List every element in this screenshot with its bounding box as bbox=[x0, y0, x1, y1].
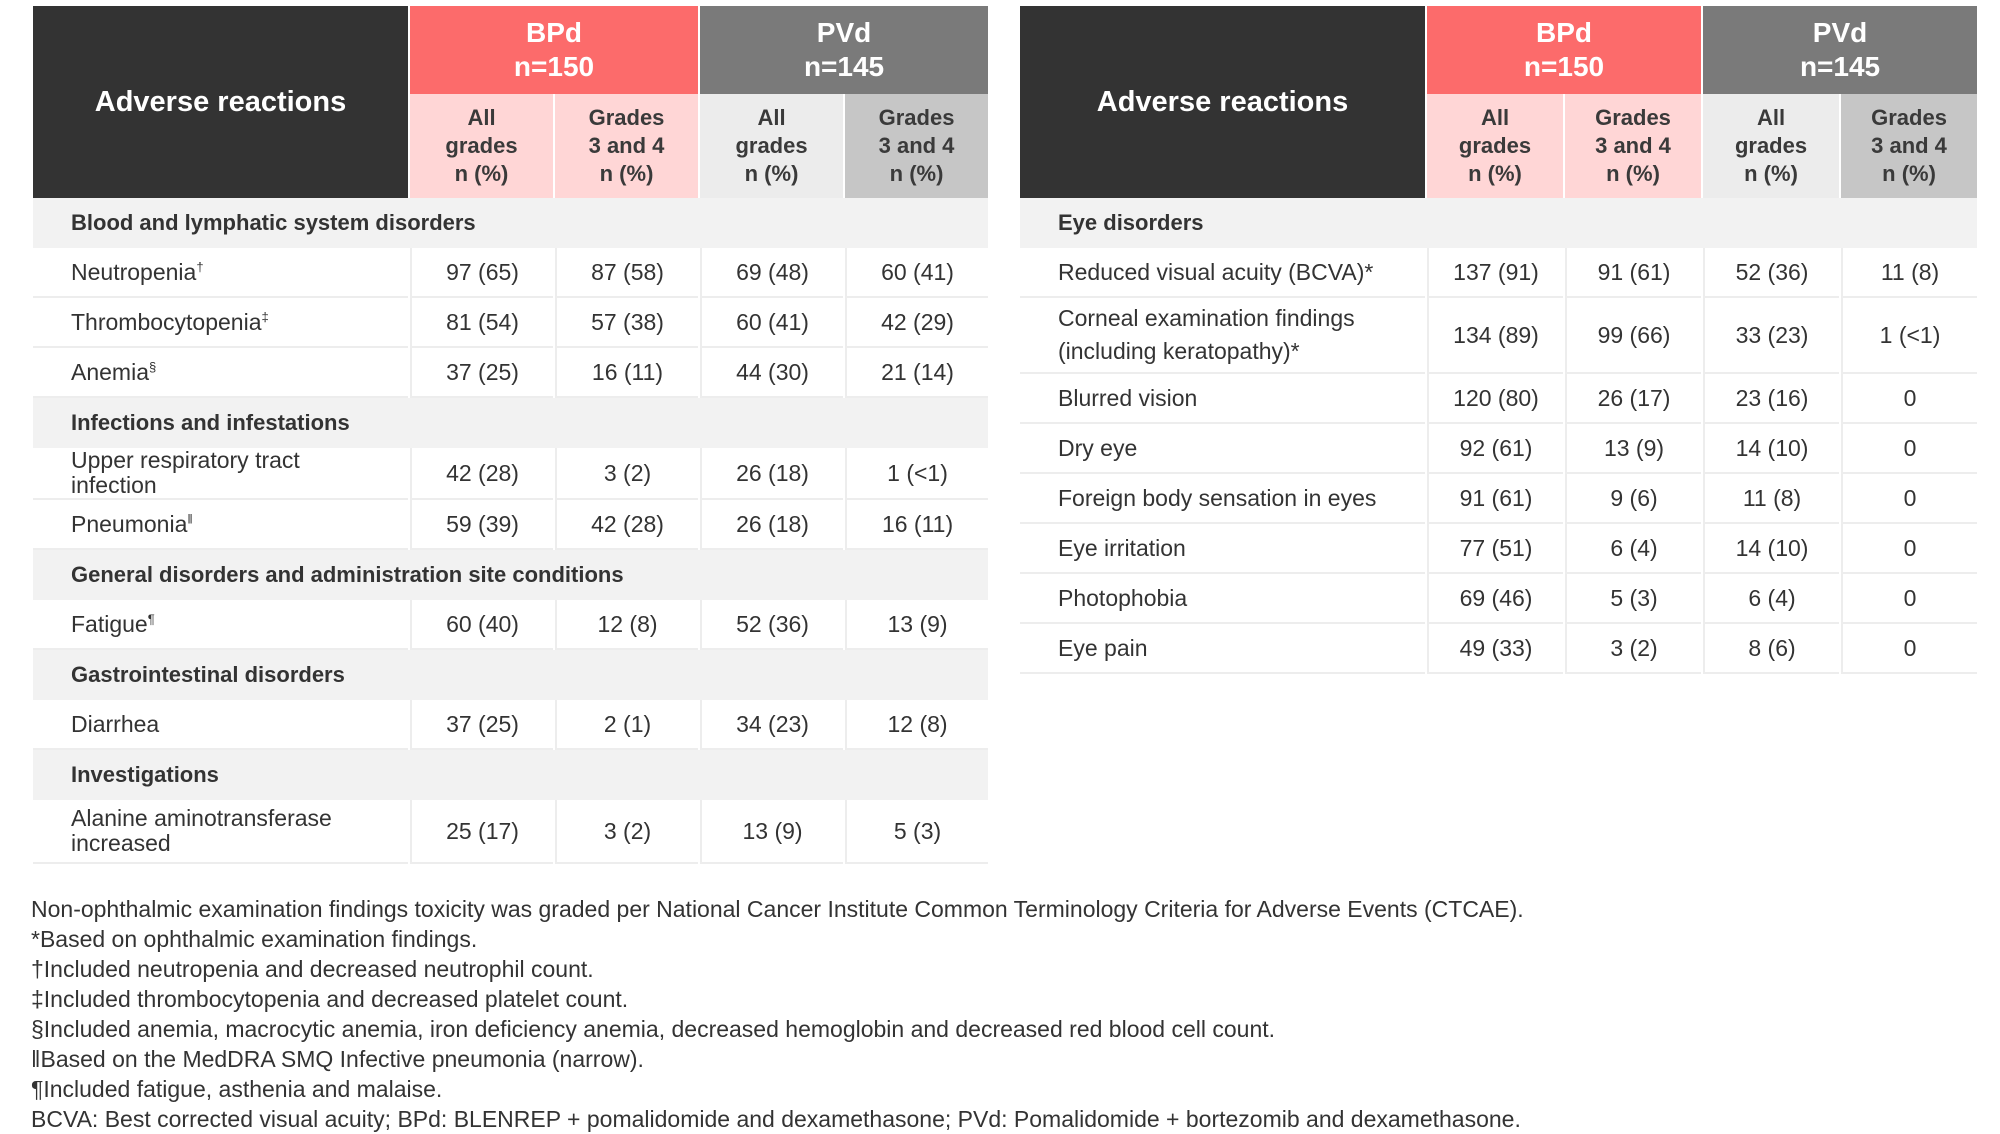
table-row bbox=[1020, 574, 1977, 624]
reaction-name bbox=[33, 700, 408, 750]
category-row: Blood and lymphatic system disorders bbox=[33, 198, 988, 248]
reaction-name bbox=[33, 298, 408, 348]
bpd-grades-3-4-cell: 91 (61) bbox=[1565, 248, 1701, 298]
pvd-grades-3-4-cell: 0 bbox=[1841, 424, 1977, 474]
header-line: grades bbox=[1458, 133, 1532, 158]
footnote-parallel: ǁBased on the MedDRA SMQ Infective pneumonia (narrow). bbox=[31, 1046, 644, 1072]
reaction-label: Alanine aminotransferase increased bbox=[71, 805, 332, 856]
bpd-grades-3-4-cell: 3 (2) bbox=[555, 448, 698, 500]
pvd-grades-3-4-cell: 0 bbox=[1841, 374, 1977, 424]
bpd-header bbox=[410, 6, 698, 94]
pvd-grades-3-4-header bbox=[1841, 94, 1977, 198]
bpd-grades-3-4-cell: 87 (58) bbox=[555, 248, 698, 298]
header-line: grades bbox=[1734, 133, 1808, 158]
table-row bbox=[33, 700, 988, 750]
pvd-name: PVd bbox=[816, 17, 872, 48]
pvd-all-grades-cell: 6 (4) bbox=[1703, 574, 1839, 624]
bpd-all-grades-cell: 25 (17) bbox=[410, 800, 553, 864]
header-line: All bbox=[1480, 105, 1510, 130]
bpd-grades-3-4-cell: 26 (17) bbox=[1565, 374, 1701, 424]
reaction-label: Pneumonia bbox=[71, 510, 188, 537]
pvd-grades-3-4-cell: 11 (8) bbox=[1841, 248, 1977, 298]
adverse-reactions-header: Adverse reactions bbox=[1020, 6, 1425, 198]
header-line: n (%) bbox=[889, 161, 944, 186]
header-line: Grades bbox=[588, 105, 665, 130]
bpd-all-grades-cell: 77 (51) bbox=[1427, 524, 1563, 574]
pvd-all-grades-cell: 8 (6) bbox=[1703, 624, 1839, 674]
table-row bbox=[33, 298, 988, 348]
reaction-label: Neutropenia bbox=[71, 258, 197, 285]
table-row bbox=[33, 800, 988, 864]
footnote-mark: † bbox=[196, 258, 204, 274]
bpd-all-grades-cell: 59 (39) bbox=[410, 500, 553, 550]
pvd-all-grades-cell: 26 (18) bbox=[700, 500, 843, 550]
header-line: 3 and 4 bbox=[878, 133, 955, 158]
adverse-reactions-header: Adverse reactions bbox=[33, 6, 408, 198]
footnote-section: §Included anemia, macrocytic anemia, iron deficiency anemia, decreased hemoglobin and decreased red blood cell count. bbox=[31, 1016, 1276, 1042]
category-row: General disorders and administration site conditions bbox=[33, 550, 988, 600]
header-line: n (%) bbox=[744, 161, 799, 186]
reaction-name: Reduced visual acuity (BCVA)* bbox=[1020, 248, 1425, 298]
bpd-grades-3-4-cell: 12 (8) bbox=[555, 600, 698, 650]
reaction-name: Photophobia bbox=[1020, 574, 1425, 624]
pvd-grades-3-4-cell: 12 (8) bbox=[845, 700, 988, 750]
bpd-all-grades-cell: 60 (40) bbox=[410, 600, 553, 650]
footnote-asterisk: *Based on ophthalmic examination findings. bbox=[31, 926, 478, 952]
header-line: Grades bbox=[878, 105, 955, 130]
bpd-grades-3-4-cell: 13 (9) bbox=[1565, 424, 1701, 474]
bpd-all-grades-cell: 37 (25) bbox=[410, 348, 553, 398]
table-row bbox=[33, 248, 988, 298]
pvd-grades-3-4-cell: 0 bbox=[1841, 524, 1977, 574]
table-row bbox=[33, 448, 988, 500]
pvd-grades-3-4-cell: 21 (14) bbox=[845, 348, 988, 398]
pvd-all-grades-cell: 34 (23) bbox=[700, 700, 843, 750]
bpd-grades-3-4-cell: 2 (1) bbox=[555, 700, 698, 750]
pvd-grades-3-4-cell: 1 (<1) bbox=[1841, 298, 1977, 374]
header-line: All bbox=[1756, 105, 1786, 130]
reaction-label: Thrombocytopenia bbox=[71, 308, 262, 335]
left-adverse-reactions-table bbox=[31, 6, 990, 864]
pvd-all-grades-cell: 52 (36) bbox=[700, 600, 843, 650]
bpd-n: n=150 bbox=[513, 51, 595, 82]
bpd-all-grades-header bbox=[410, 94, 553, 198]
reaction-name: Eye pain bbox=[1020, 624, 1425, 674]
header-line: 3 and 4 bbox=[1871, 133, 1947, 158]
table-row bbox=[1020, 298, 1977, 374]
header-line: 3 and 4 bbox=[588, 133, 665, 158]
pvd-all-grades-cell: 14 (10) bbox=[1703, 424, 1839, 474]
table-row bbox=[1020, 624, 1977, 674]
footnotes bbox=[31, 894, 1971, 1134]
footnote-double-dagger: ‡Included thrombocytopenia and decreased platelet count. bbox=[31, 986, 629, 1012]
table-row bbox=[33, 348, 988, 398]
header-line: grades bbox=[445, 133, 518, 158]
header-line: n (%) bbox=[1744, 161, 1798, 186]
pvd-all-grades-cell: 23 (16) bbox=[1703, 374, 1839, 424]
bpd-all-grades-cell: 134 (89) bbox=[1427, 298, 1563, 374]
header-line: Grades bbox=[1871, 105, 1947, 130]
bpd-grades-3-4-cell: 42 (28) bbox=[555, 500, 698, 550]
reaction-name: Foreign body sensation in eyes bbox=[1020, 474, 1425, 524]
bpd-all-grades-cell: 81 (54) bbox=[410, 298, 553, 348]
pvd-name: PVd bbox=[1812, 17, 1868, 48]
table-row bbox=[1020, 374, 1977, 424]
pvd-grades-3-4-cell: 5 (3) bbox=[845, 800, 988, 864]
bpd-n: n=150 bbox=[1523, 51, 1605, 82]
footnote-mark: § bbox=[148, 358, 157, 374]
header-line: grades bbox=[735, 133, 808, 158]
bpd-all-grades-cell: 97 (65) bbox=[410, 248, 553, 298]
pvd-grades-3-4-cell: 0 bbox=[1841, 574, 1977, 624]
table-row bbox=[33, 600, 988, 650]
pvd-all-grades-cell: 13 (9) bbox=[700, 800, 843, 864]
bpd-grades-3-4-cell: 5 (3) bbox=[1565, 574, 1701, 624]
bpd-grades-3-4-header bbox=[1565, 94, 1701, 198]
header-line: n (%) bbox=[599, 161, 654, 186]
reaction-name: Corneal examination findings (including keratopathy)* bbox=[1020, 298, 1425, 374]
pvd-grades-3-4-cell: 60 (41) bbox=[845, 248, 988, 298]
bpd-grades-3-4-cell: 57 (38) bbox=[555, 298, 698, 348]
bpd-all-grades-header bbox=[1427, 94, 1563, 198]
footnote-mark: ¶ bbox=[147, 610, 155, 626]
footnote-mark: ǁ bbox=[187, 510, 193, 526]
reaction-label: Diarrhea bbox=[71, 710, 160, 737]
reaction-name bbox=[33, 800, 408, 864]
bpd-all-grades-cell: 69 (46) bbox=[1427, 574, 1563, 624]
bpd-grades-3-4-cell: 3 (2) bbox=[555, 800, 698, 864]
pvd-grades-3-4-header bbox=[845, 94, 988, 198]
reaction-name bbox=[33, 348, 408, 398]
reaction-name bbox=[33, 500, 408, 550]
header-line: All bbox=[757, 105, 786, 130]
bpd-all-grades-cell: 120 (80) bbox=[1427, 374, 1563, 424]
pvd-all-grades-header bbox=[1703, 94, 1839, 198]
reaction-name bbox=[33, 448, 408, 500]
bpd-grades-3-4-cell: 3 (2) bbox=[1565, 624, 1701, 674]
pvd-grades-3-4-cell: 13 (9) bbox=[845, 600, 988, 650]
table-row bbox=[1020, 424, 1977, 474]
pvd-grades-3-4-cell: 0 bbox=[1841, 624, 1977, 674]
bpd-all-grades-cell: 37 (25) bbox=[410, 700, 553, 750]
pvd-all-grades-cell: 33 (23) bbox=[1703, 298, 1839, 374]
bpd-name: BPd bbox=[1536, 17, 1592, 48]
pvd-header bbox=[1703, 6, 1977, 94]
category-row: Investigations bbox=[33, 750, 988, 800]
bpd-all-grades-cell: 49 (33) bbox=[1427, 624, 1563, 674]
header-line: 3 and 4 bbox=[1595, 133, 1671, 158]
bpd-grades-3-4-cell: 99 (66) bbox=[1565, 298, 1701, 374]
reaction-name bbox=[33, 600, 408, 650]
header-line: All bbox=[467, 105, 496, 130]
header-line: Grades bbox=[1595, 105, 1671, 130]
reaction-label: Anemia bbox=[71, 358, 149, 385]
footnote-ctcae: Non-ophthalmic examination findings toxicity was graded per National Cancer Institute Common Terminology Criteria for Adverse Events (CTCAE). bbox=[31, 896, 1524, 922]
bpd-all-grades-cell: 91 (61) bbox=[1427, 474, 1563, 524]
pvd-all-grades-cell: 60 (41) bbox=[700, 298, 843, 348]
reaction-name: Dry eye bbox=[1020, 424, 1425, 474]
category-row: Eye disorders bbox=[1020, 198, 1977, 248]
reaction-name: Blurred vision bbox=[1020, 374, 1425, 424]
pvd-grades-3-4-cell: 42 (29) bbox=[845, 298, 988, 348]
header-line: n (%) bbox=[454, 161, 509, 186]
reaction-name: Eye irritation bbox=[1020, 524, 1425, 574]
bpd-grades-3-4-cell: 16 (11) bbox=[555, 348, 698, 398]
bpd-all-grades-cell: 92 (61) bbox=[1427, 424, 1563, 474]
table-row bbox=[1020, 248, 1977, 298]
bpd-all-grades-cell: 42 (28) bbox=[410, 448, 553, 500]
reaction-name bbox=[33, 248, 408, 298]
pvd-n: n=145 bbox=[803, 51, 885, 82]
pvd-n: n=145 bbox=[1799, 51, 1881, 82]
table-row bbox=[33, 500, 988, 550]
table-row bbox=[1020, 474, 1977, 524]
pvd-header bbox=[700, 6, 988, 94]
pvd-all-grades-cell: 26 (18) bbox=[700, 448, 843, 500]
bpd-grades-3-4-cell: 9 (6) bbox=[1565, 474, 1701, 524]
bpd-all-grades-cell: 137 (91) bbox=[1427, 248, 1563, 298]
category-row: Infections and infestations bbox=[33, 398, 988, 448]
bpd-grades-3-4-cell: 6 (4) bbox=[1565, 524, 1701, 574]
header-line: n (%) bbox=[1468, 161, 1522, 186]
pvd-grades-3-4-cell: 1 (<1) bbox=[845, 448, 988, 500]
category-row: Gastrointestinal disorders bbox=[33, 650, 988, 700]
footnote-dagger: †Included neutropenia and decreased neutrophil count. bbox=[31, 956, 594, 982]
footnote-pilcrow: ¶Included fatigue, asthenia and malaise. bbox=[31, 1076, 443, 1102]
bpd-grades-3-4-header bbox=[555, 94, 698, 198]
pvd-all-grades-cell: 69 (48) bbox=[700, 248, 843, 298]
pvd-grades-3-4-cell: 0 bbox=[1841, 474, 1977, 524]
pvd-all-grades-cell: 44 (30) bbox=[700, 348, 843, 398]
bpd-header bbox=[1427, 6, 1701, 94]
pvd-all-grades-header bbox=[700, 94, 843, 198]
pvd-grades-3-4-cell: 16 (11) bbox=[845, 500, 988, 550]
header-line: n (%) bbox=[1882, 161, 1936, 186]
footnote-mark: ‡ bbox=[261, 308, 269, 324]
table-row bbox=[1020, 524, 1977, 574]
pvd-all-grades-cell: 11 (8) bbox=[1703, 474, 1839, 524]
pvd-all-grades-cell: 14 (10) bbox=[1703, 524, 1839, 574]
header-line: n (%) bbox=[1606, 161, 1660, 186]
pvd-all-grades-cell: 52 (36) bbox=[1703, 248, 1839, 298]
right-adverse-reactions-table bbox=[1018, 6, 1979, 674]
bpd-name: BPd bbox=[526, 17, 582, 48]
reaction-label: Fatigue bbox=[71, 610, 148, 637]
reaction-label: Upper respiratory tract infection bbox=[71, 447, 300, 498]
footnote-abbreviations: BCVA: Best corrected visual acuity; BPd: BLENREP + pomalidomide and dexamethasone; PVd: Pomalidomide + bortezomib and dexamethasone. bbox=[31, 1106, 1521, 1132]
